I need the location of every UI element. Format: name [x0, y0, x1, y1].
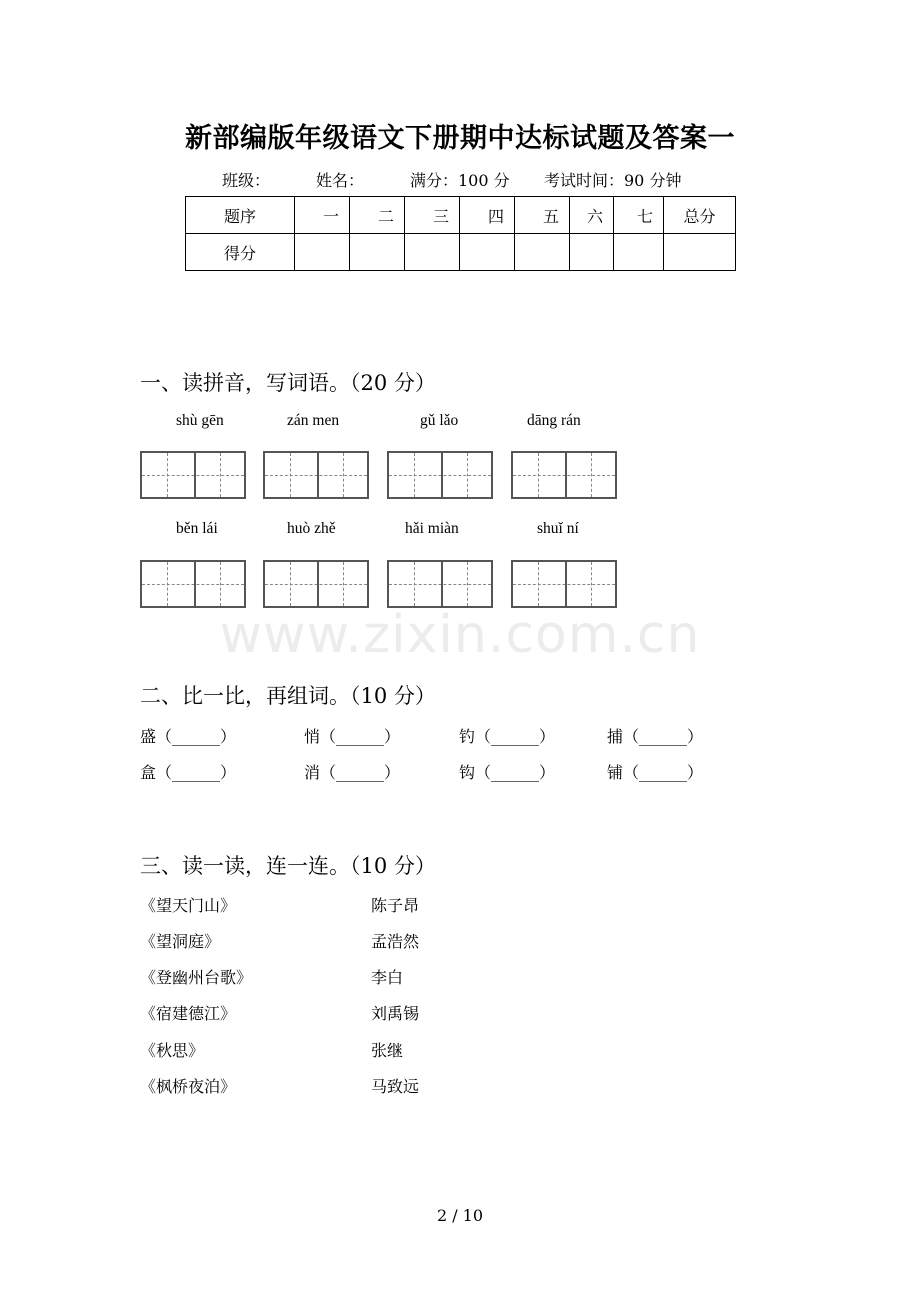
cell-q2: 二 — [350, 197, 405, 234]
score-input-cell[interactable] — [460, 234, 515, 271]
compare-item[interactable]: 铺（______） — [607, 763, 704, 782]
score-table-score-row — [186, 234, 736, 271]
poet-name[interactable]: 李白 — [371, 968, 404, 987]
poet-name[interactable]: 陈子昂 — [371, 896, 420, 915]
score-input-cell[interactable] — [664, 234, 736, 271]
score-input-cell[interactable] — [614, 234, 664, 271]
writing-grid[interactable] — [263, 560, 369, 608]
score-input-cell[interactable] — [350, 234, 405, 271]
full-score: 满分：100 分 — [410, 171, 510, 190]
exam-time: 考试时间：90 分钟 — [544, 171, 682, 190]
score-table — [185, 196, 736, 271]
cell-q5: 五 — [515, 197, 570, 234]
poet-name[interactable]: 张继 — [371, 1041, 404, 1060]
compare-item[interactable]: 消（______） — [304, 763, 401, 782]
name-label: 姓名： — [316, 171, 365, 190]
cell-q6: 六 — [570, 197, 614, 234]
page-title: 新部编版年级语文下册期中达标试题及答案一 — [185, 123, 735, 154]
cell-q1: 一 — [295, 197, 350, 234]
writing-grid[interactable] — [511, 451, 617, 499]
pinyin-label: shù gēn — [176, 412, 224, 429]
score-input-cell[interactable] — [295, 234, 350, 271]
poem-title[interactable]: 《登幽州台歌》 — [140, 968, 253, 987]
compare-item[interactable]: 盒（______） — [140, 763, 237, 782]
page-number: 2 / 10 — [436, 1206, 484, 1225]
cell-q7: 七 — [614, 197, 664, 234]
pinyin-label: gǔ lǎo — [420, 412, 459, 429]
poem-title[interactable]: 《望洞庭》 — [140, 932, 221, 951]
writing-grid[interactable] — [387, 451, 493, 499]
writing-grid[interactable] — [140, 451, 246, 499]
poem-title[interactable]: 《望天门山》 — [140, 896, 237, 915]
score-input-cell[interactable] — [405, 234, 460, 271]
pinyin-label: hǎi miàn — [405, 520, 459, 537]
score-table-header-row — [186, 197, 736, 234]
cell-defen: 得分 — [186, 234, 295, 271]
compare-item[interactable]: 盛（______） — [140, 727, 237, 746]
pinyin-label: dāng rán — [527, 412, 581, 429]
section2-heading: 二、比一比，再组词。（10 分） — [140, 684, 436, 708]
poem-title[interactable]: 《宿建德江》 — [140, 1004, 237, 1023]
pinyin-label: shuǐ ní — [537, 520, 579, 537]
cell-total: 总分 — [664, 197, 736, 234]
watermark: www.zixin.com.cn — [219, 605, 701, 665]
compare-item[interactable]: 悄（______） — [304, 727, 401, 746]
poet-name[interactable]: 刘禹锡 — [371, 1004, 420, 1023]
compare-item[interactable]: 钩（______） — [459, 763, 556, 782]
section1-heading: 一、读拼音，写词语。（20 分） — [140, 371, 436, 395]
poem-title[interactable]: 《枫桥夜泊》 — [140, 1077, 237, 1096]
score-input-cell[interactable] — [570, 234, 614, 271]
writing-grid[interactable] — [263, 451, 369, 499]
section3-heading: 三、读一读，连一连。（10 分） — [140, 854, 436, 878]
cell-q3: 三 — [405, 197, 460, 234]
cell-q4: 四 — [460, 197, 515, 234]
compare-item[interactable]: 钓（______） — [459, 727, 556, 746]
pinyin-label: zán men — [287, 412, 340, 429]
poem-title[interactable]: 《秋思》 — [140, 1041, 205, 1060]
compare-item[interactable]: 捕（______） — [607, 727, 704, 746]
writing-grid[interactable] — [140, 560, 246, 608]
poet-name[interactable]: 马致远 — [371, 1077, 420, 1096]
poet-name[interactable]: 孟浩然 — [371, 932, 420, 951]
writing-grid[interactable] — [387, 560, 493, 608]
class-label: 班级： — [222, 171, 271, 190]
cell-tixu: 题序 — [186, 197, 295, 234]
pinyin-label: běn lái — [176, 520, 218, 537]
score-input-cell[interactable] — [515, 234, 570, 271]
pinyin-label: huò zhě — [287, 520, 336, 537]
writing-grid[interactable] — [511, 560, 617, 608]
